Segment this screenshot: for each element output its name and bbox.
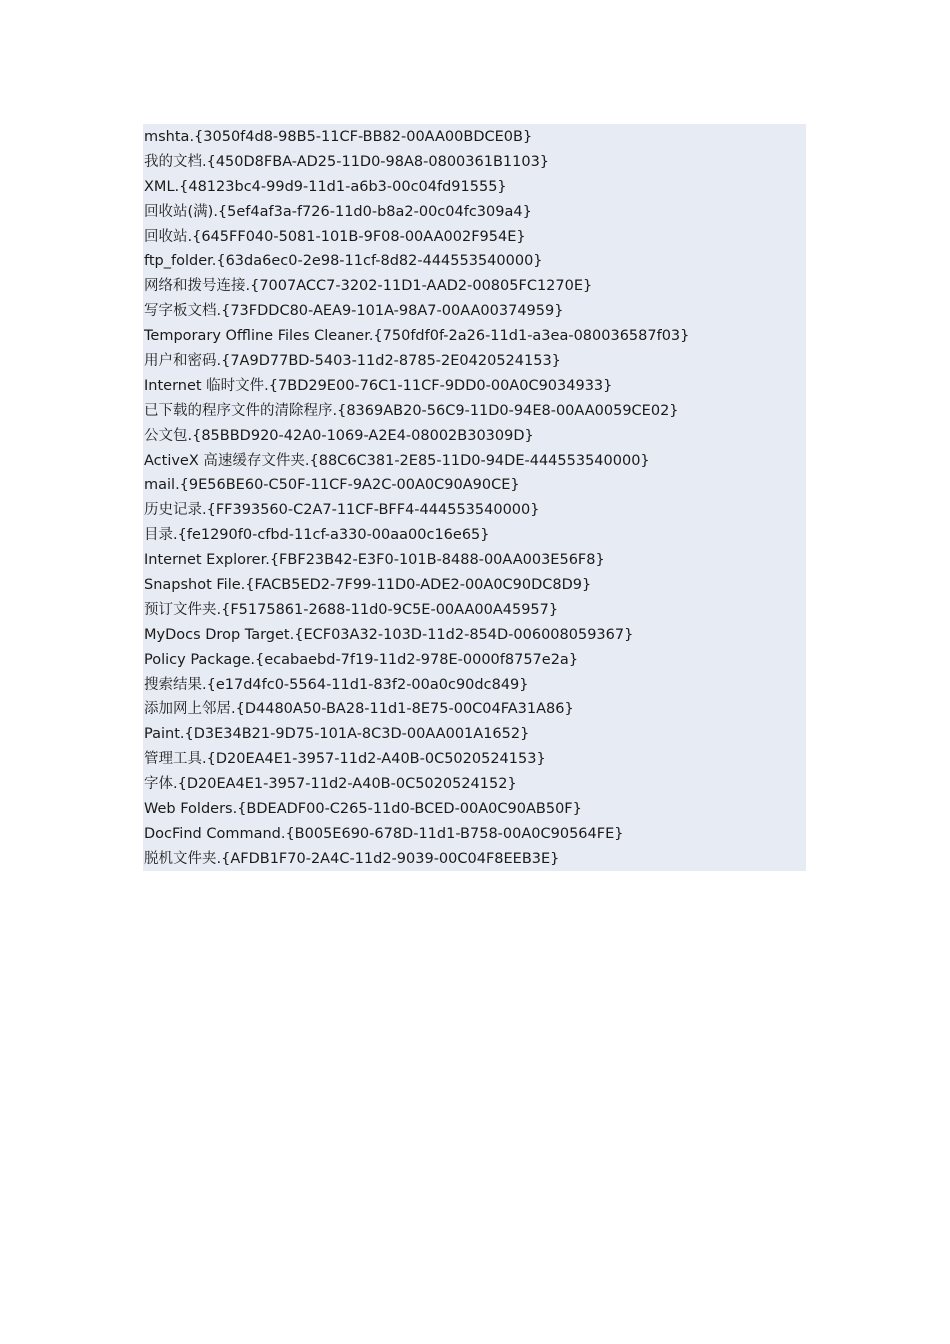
code-line: mshta.{3050f4d8-98B5-11CF-BB82-00AA00BDCE0B} xyxy=(144,129,533,145)
code-line: 管理工具.{D20EA4E1-3957-11d2-A40B-0C5020524153} xyxy=(144,751,546,768)
code-line: Web Folders.{BDEADF00-C265-11d0-BCED-00A0C90AB50F} xyxy=(144,801,582,818)
code-line: 已下载的程序文件的清除程序.{8369AB20-56C9-11D0-94E8-00AA0059CE02} xyxy=(144,402,679,419)
code-line: 写字板文档.{73FDDC80-AEA9-101A-98A7-00AA00374959} xyxy=(144,303,564,320)
code-line: mail.{9E56BE60-C50F-11CF-9A2C-00A0C90A90CE} xyxy=(144,477,520,494)
code-line: Paint.{D3E34B21-9D75-101A-8C3D-00AA001A1652} xyxy=(144,726,530,743)
code-line: Temporary Offline Files Cleaner.{750fdf0f-2a26-11d1-a3ea-080036587f03} xyxy=(144,328,690,345)
code-line: 回收站(满).{5ef4af3a-f726-11d0-b8a2-00c04fc309a4} xyxy=(144,203,532,220)
code-line: XML.{48123bc4-99d9-11d1-a6b3-00c04fd91555} xyxy=(144,178,507,195)
code-line: 搜索结果.{e17d4fc0-5564-11d1-83f2-00a0c90dc849} xyxy=(144,676,529,693)
code-line: Policy Package.{ecabaebd-7f19-11d2-978E-0000f8757e2a} xyxy=(144,651,579,668)
code-line: DocFind Command.{B005E690-678D-11d1-B758-00A0C90564FE} xyxy=(144,825,624,842)
code-line: Snapshot File.{FACB5ED2-7F99-11D0-ADE2-00A0C90DC8D9} xyxy=(144,577,592,594)
code-line: Internet Explorer.{FBF23B42-E3F0-101B-8488-00AA003E56F8} xyxy=(144,552,605,569)
code-line: Internet 临时文件.{7BD29E00-76C1-11CF-9DD0-00A0C9034933} xyxy=(144,377,613,394)
code-line: 字体.{D20EA4E1-3957-11d2-A40B-0C5020524152} xyxy=(144,776,517,793)
code-line: 用户和密码.{7A9D77BD-5403-11d2-8785-2E0420524153} xyxy=(144,353,561,370)
code-line: 网络和拨号连接.{7007ACC7-3202-11D1-AAD2-00805FC1270E} xyxy=(144,278,593,295)
code-line: MyDocs Drop Target.{ECF03A32-103D-11d2-854D-006008059367} xyxy=(144,626,634,643)
code-line: 预订文件夹.{F5175861-2688-11d0-9C5E-00AA00A45957} xyxy=(144,601,559,618)
code-line: 添加网上邻居.{D4480A50-BA28-11d1-8E75-00C04FA31A86} xyxy=(144,701,574,718)
code-line: 公文包.{85BBD920-42A0-1069-A2E4-08002B30309D} xyxy=(144,427,534,444)
code-line: 回收站.{645FF040-5081-101B-9F08-00AA002F954E} xyxy=(144,228,526,245)
code-block xyxy=(143,124,806,871)
code-line: 目录.{fe1290f0-cfbd-11cf-a330-00aa00c16e65} xyxy=(144,527,490,544)
code-line: 脱机文件夹.{AFDB1F70-2A4C-11d2-9039-00C04F8EEB3E} xyxy=(144,850,560,867)
code-line: ActiveX 高速缓存文件夹.{88C6C381-2E85-11D0-94DE-444553540000} xyxy=(144,452,650,469)
code-line: ftp_folder.{63da6ec0-2e98-11cf-8d82-444553540000} xyxy=(144,253,543,270)
code-line: 我的文档.{450D8FBA-AD25-11D0-98A8-0800361B1103} xyxy=(144,153,550,170)
code-line: 历史记录.{FF393560-C2A7-11CF-BFF4-444553540000} xyxy=(144,502,540,519)
